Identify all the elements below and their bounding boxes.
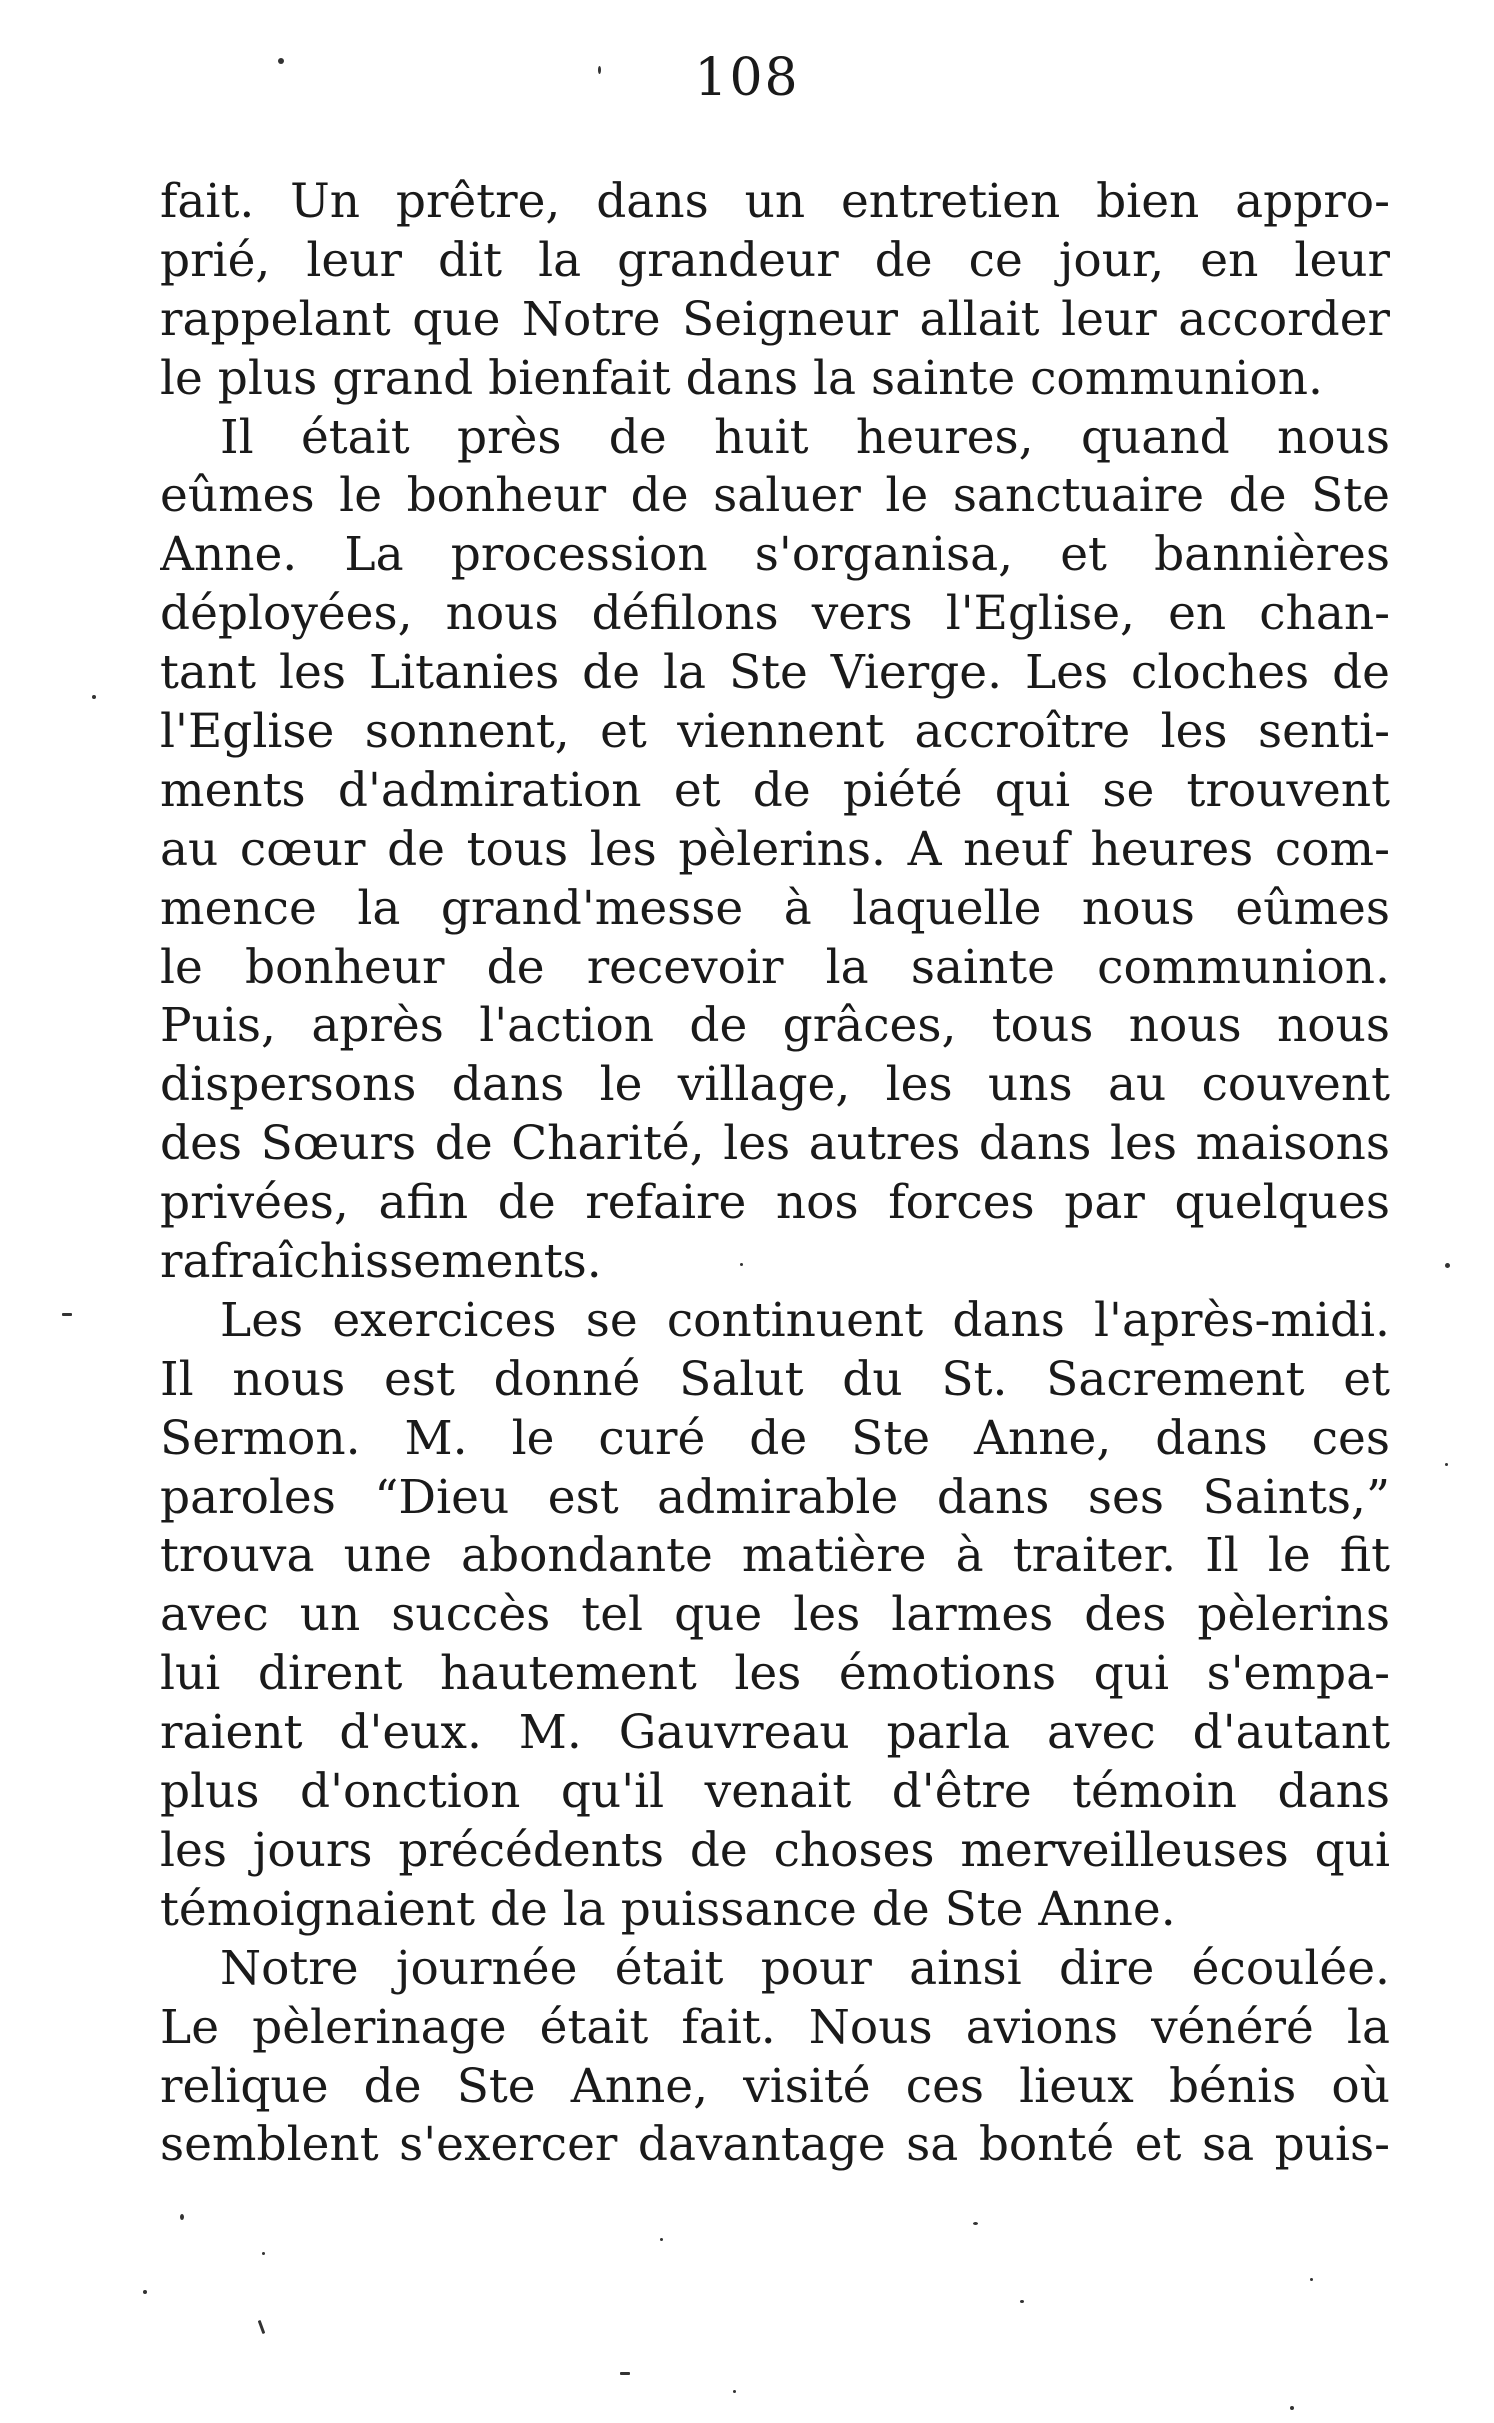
scan-speck <box>973 2222 978 2225</box>
scan-speck <box>1290 2406 1294 2410</box>
text-line: Sermon. M. le curé de Ste Anne, dans ces <box>160 1410 1390 1466</box>
scan-speck <box>740 1263 743 1266</box>
text-line: fait. Un prêtre, dans un entretien bien appro- <box>160 174 1390 229</box>
text-line: Le pèlerinage était fait. Nous avions vénéré la <box>160 1999 1390 2055</box>
text-line: trouva une abondante matière à traiter. Il le fit <box>160 1528 1390 1584</box>
scan-speck <box>1445 1463 1448 1466</box>
text-line: privées, afin de refaire nos forces par quelques <box>160 1175 1390 1231</box>
text-line: Puis, après l'action de grâces, tous nous nous <box>160 998 1390 1054</box>
scan-speck <box>143 2290 147 2294</box>
text-line: paroles “Dieu est admirable dans ses Saints,” <box>160 1469 1390 1525</box>
text-line: Anne. La procession s'organisa, et bannières <box>160 527 1390 583</box>
text-line: semblent s'exercer davantage sa bonté et sa puis- <box>160 2117 1390 2173</box>
text-line: eûmes le bonheur de saluer le sanctuaire de Ste <box>160 468 1390 524</box>
page-number: 108 <box>694 48 800 108</box>
text-line: relique de Ste Anne, visité ces lieux bénis où <box>160 2058 1390 2114</box>
scan-speck <box>278 58 284 64</box>
scan-speck <box>258 2320 266 2334</box>
scan-speck <box>262 2252 265 2255</box>
scan-speck <box>1310 2278 1313 2281</box>
text-line: ments d'admiration et de piété qui se trouvent <box>160 762 1390 818</box>
text-line: déployées, nous défilons vers l'Eglise, en chan- <box>160 586 1390 642</box>
text-line: dispersons dans le village, les uns au couvent <box>160 1057 1390 1113</box>
text-line: rafraîchissements. <box>160 1234 602 1290</box>
text-line: témoignaient de la puissance de Ste Anne. <box>160 1881 1176 1937</box>
text-line: des Sœurs de Charité, les autres dans les maisons <box>160 1116 1390 1172</box>
paragraph-start-line: Notre journée était pour ainsi dire écoulée. <box>220 1940 1390 1996</box>
text-line: prié, leur dit la grandeur de ce jour, en leur <box>160 232 1390 288</box>
text-line: plus d'onction qu'il venait d'être témoin dans <box>160 1764 1390 1820</box>
scan-speck <box>733 2390 736 2393</box>
text-line: au cœur de tous les pèlerins. A neuf heures com- <box>160 821 1390 877</box>
text-line: Il nous est donné Salut du St. Sacrement et <box>160 1351 1390 1407</box>
paragraph-start-line: Il était près de huit heures, quand nous <box>220 409 1390 465</box>
body-text <box>160 173 1390 2175</box>
text-line: tant les Litanies de la Ste Vierge. Les cloches de <box>160 645 1390 701</box>
scan-speck <box>1445 1263 1450 1268</box>
text-line: avec un succès tel que les larmes des pèlerins <box>160 1587 1390 1643</box>
paragraph-start-line: Les exercices se continuent dans l'après-midi. <box>220 1292 1390 1348</box>
text-line: l'Eglise sonnent, et viennent accroître les senti- <box>160 704 1390 760</box>
scan-speck <box>620 2372 630 2375</box>
text-line: le bonheur de recevoir la sainte communion. <box>160 939 1390 995</box>
text-line: lui dirent hautement les émotions qui s'empa- <box>160 1646 1390 1702</box>
text-line: les jours précédents de choses merveilleuses qui <box>160 1822 1390 1878</box>
text-line: le plus grand bienfait dans la sainte communion. <box>160 350 1323 406</box>
text-line: rappelant que Notre Seigneur allait leur accorder <box>160 291 1390 347</box>
scan-speck <box>660 2238 663 2241</box>
scan-speck <box>180 2214 184 2220</box>
scan-speck <box>1020 2300 1024 2303</box>
text-line: raient d'eux. M. Gauvreau parla avec d'autant <box>160 1705 1390 1761</box>
scan-speck <box>598 66 601 74</box>
scan-speck <box>62 1313 72 1316</box>
scan-speck <box>92 695 96 699</box>
text-line: mence la grand'messe à laquelle nous eûmes <box>160 880 1390 936</box>
